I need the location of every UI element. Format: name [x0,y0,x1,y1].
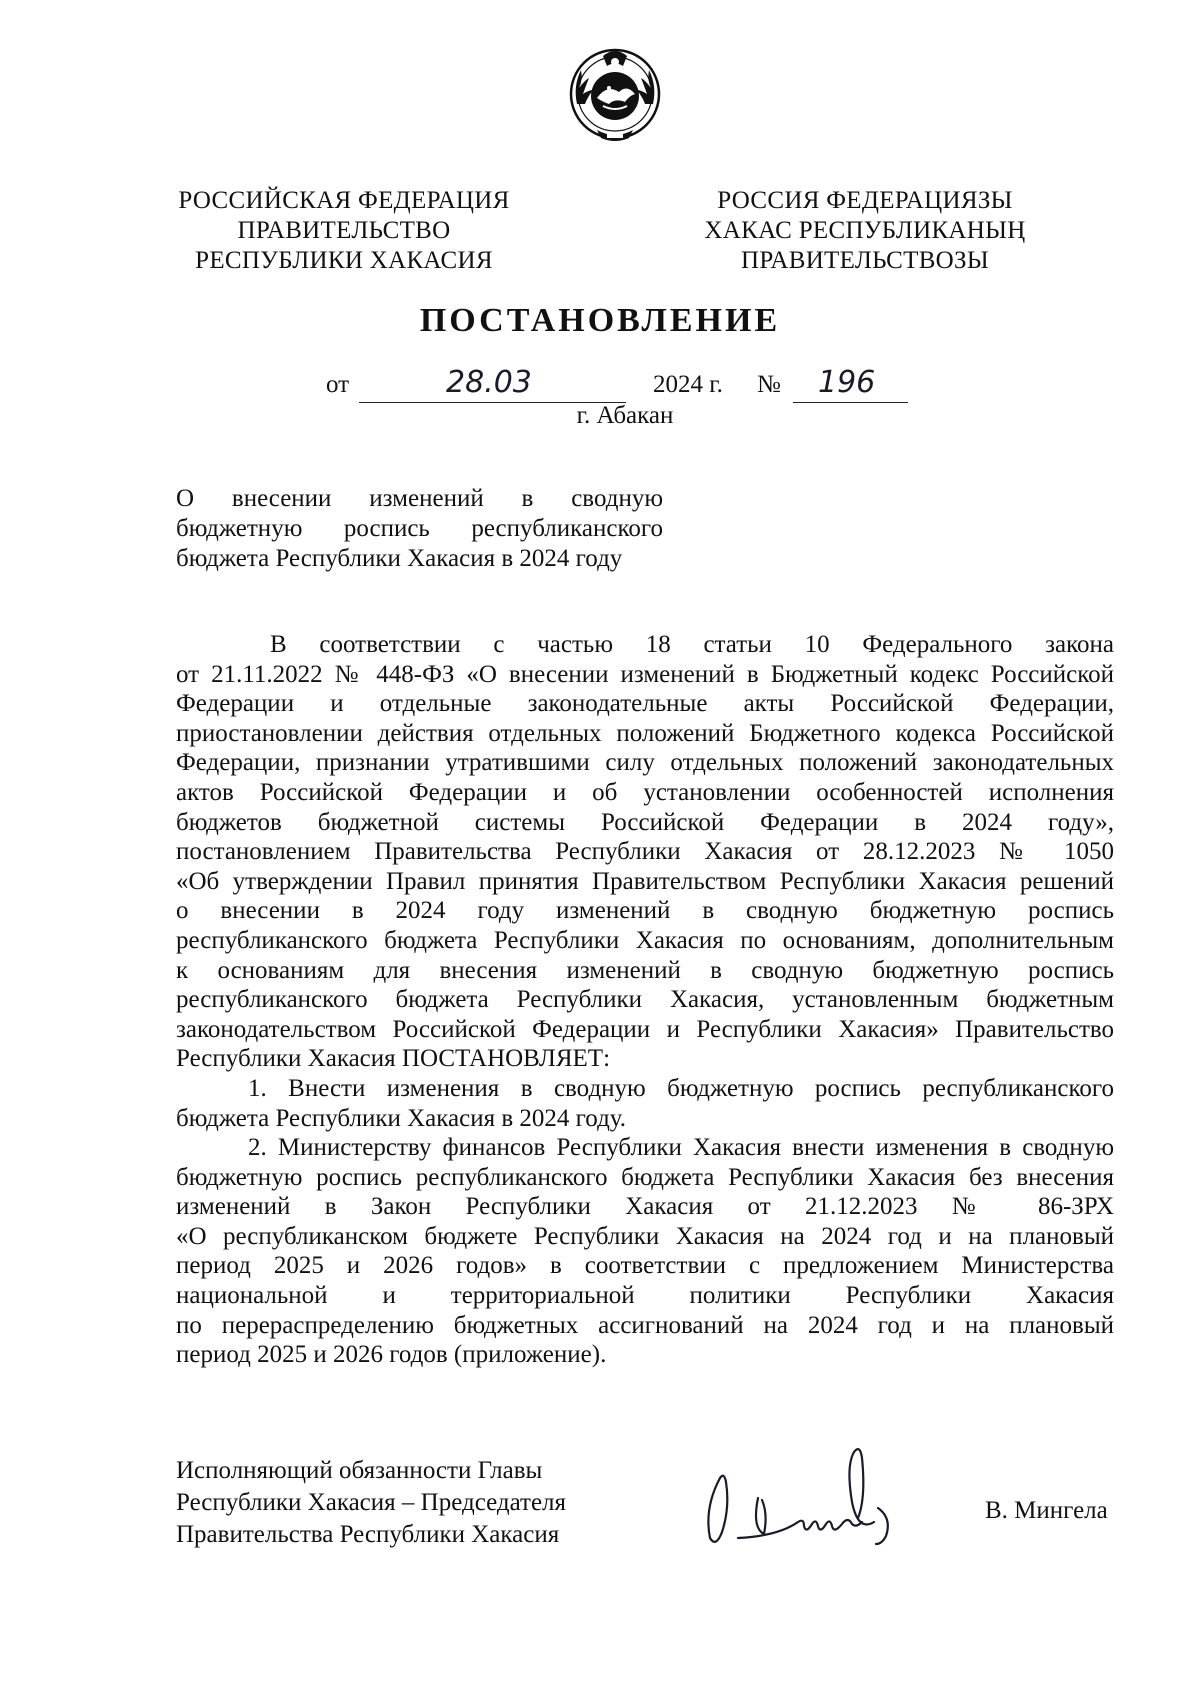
number-sign: № [757,371,781,398]
hakassia-coat-of-arms-icon [567,44,663,146]
body-line: о внесении в 2024 году изменений в сводную бюджетную роспись [176,897,1114,925]
body-line: к основаниям для внесения изменений в сводную бюджетную роспись [176,956,1114,984]
signer-name: В. Мингела [985,1497,1108,1524]
subject-line-1: О внесении изменений в сводную [176,485,663,512]
body-line: бюджетов бюджетной системы Российской Федерации в 2024 году», [176,808,1114,836]
document-title: ПОСТАНОВЛЕНИЕ [419,302,781,339]
item-2-line: изменений в Закон Республики Хакасия от 21.12.2023 № 86-ЗРХ [176,1193,1114,1221]
item-2-line: 2. Министерству финансов Республики Хакасия внести изменения в сводную [248,1134,1114,1162]
signer-line-2: Республики Хакасия – Председателя [176,1489,567,1516]
document-subject [176,484,663,574]
body-line: республиканского бюджета Республики Хакасия по основаниям, дополнительным [176,926,1114,954]
handwritten-signature-icon [698,1438,930,1560]
body-line: постановлением Правительства Республики Хакасия от 28.12.2023 № 1050 [176,838,1114,866]
body-line: В соответствии с частью 18 статьи 10 Федерального закона [270,631,1114,658]
date-handwritten: 28.03 [446,365,532,400]
city-label: г. Абакан [576,402,674,429]
body-line: от 21.11.2022 № 448-ФЗ «О внесении изменений в Бюджетный кодекс Российской [176,660,1114,688]
body-line: Республики Хакасия ПОСТАНОВЛЯЕТ: [176,1045,611,1073]
header-left-line-2: ПРАВИТЕЛЬСТВО [237,217,451,244]
header-left-line-3: РЕСПУБЛИКИ ХАКАСИЯ [195,247,493,274]
body-line: законодательством Российской Федерации и Республики Хакасия» Правительство [176,1015,1114,1043]
body-line: актов Российской Федерации и об установлении особенностей исполнения [176,778,1114,806]
signer-position [176,1455,566,1551]
item-2-line: период 2025 и 2026 годов (приложение). [176,1341,607,1369]
signer-line-1: Исполняющий обязанности Главы [176,1457,543,1484]
subject-line-2: бюджетную роспись республиканского [176,515,663,542]
item-2-line: «О республиканском бюджете Республики Хакасия на 2024 год и на плановый [176,1222,1114,1250]
header-left-line-1: РОССИЙСКАЯ ФЕДЕРАЦИЯ [178,187,510,214]
document-body [176,630,1114,1370]
body-line: «Об утверждении Правил принятия Правительством Республики Хакасия решений [176,867,1114,895]
body-line: приостановлении действия отдельных положений Бюджетного кодекса Российской [176,719,1114,747]
number-handwritten: 196 [818,365,876,400]
year-label: 2024 г. [653,371,723,398]
item-2-line: период 2025 и 2026 годов» в соответствии с предложением Министерства [176,1252,1114,1280]
header-right-line-3: ПРАВИТЕЛЬСТВОЗЫ [741,247,989,274]
header-left-russian [176,186,512,276]
header-right-line-2: ХАКАС РЕСПУБЛИКАНЫҢ [704,217,1026,244]
item-1-line: бюджета Республики Хакасия в 2024 году. [176,1104,627,1132]
item-2-line: по перераспределению бюджетных ассигнований на 2024 год и на плановый [176,1311,1114,1339]
header-right-khakas [700,186,1030,276]
header-right-line-1: РОССИЯ ФЕДЕРАЦИЯЗЫ [717,187,1013,214]
date-prefix: от [326,371,350,398]
body-line: Федерации, признании утратившими силу отдельных положений законодательных [176,749,1114,777]
body-line: республиканского бюджета Республики Хакасия, установленным бюджетным [176,986,1114,1014]
subject-line-3: бюджета Республики Хакасия в 2024 году [176,545,623,572]
body-line: Федерации и отдельные законодательные акты Российской Федерации, [176,690,1114,718]
item-1-line: 1. Внести изменения в сводную бюджетную роспись республиканского [248,1074,1114,1102]
item-2-line: бюджетную роспись республиканского бюджета Республики Хакасия без внесения [176,1163,1114,1191]
signer-line-3: Правительства Республики Хакасия [176,1521,560,1548]
item-2-line: национальной и территориальной политики Республики Хакасия [176,1282,1114,1310]
